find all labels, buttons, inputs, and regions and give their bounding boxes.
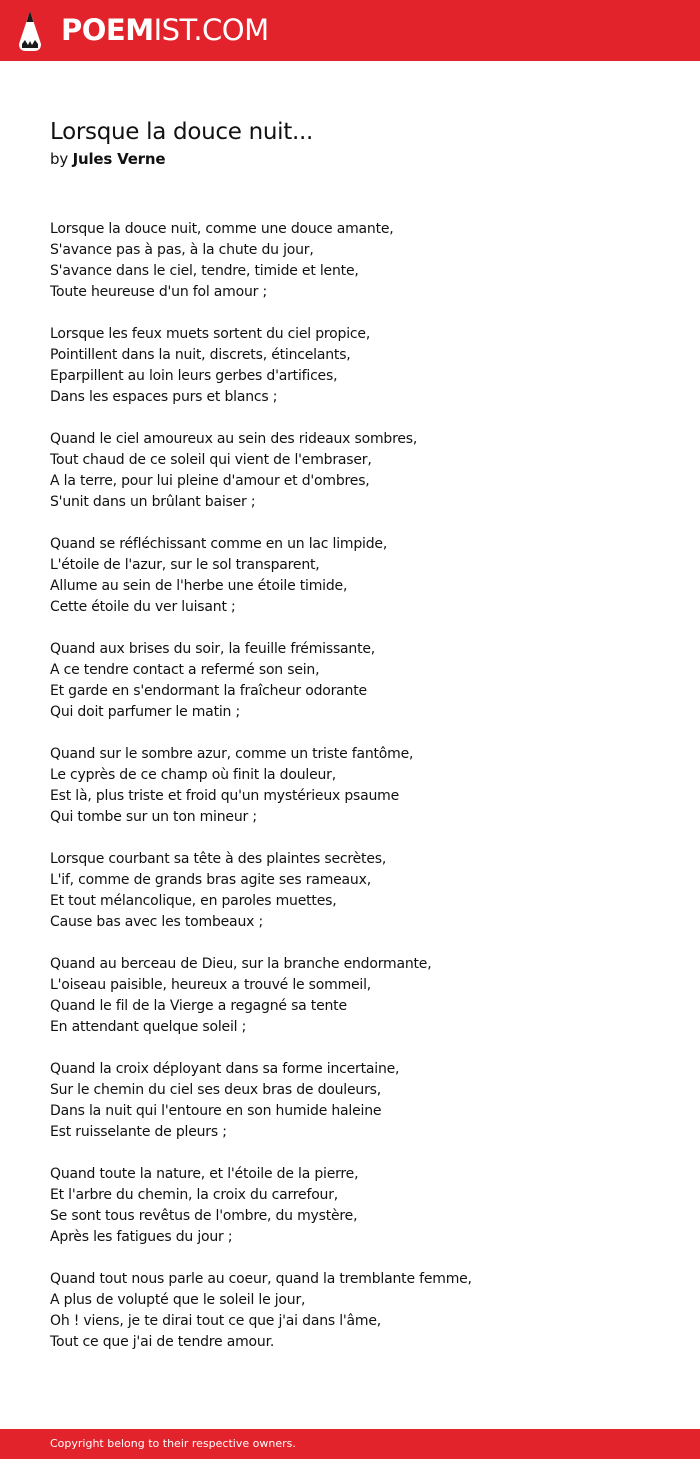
site-header [0,0,700,61]
poem-line: A ce tendre contact a refermé son sein, [50,662,320,678]
poem-line: L'étoile de l'azur, sur le sol transparent, [50,557,320,573]
poem-line: En attendant quelque soleil ; [50,1019,247,1035]
poem-line: Qui tombe sur un ton mineur ; [50,809,257,825]
poem-line: Est là, plus triste et froid qu'un mystérieux psaume [50,788,400,804]
poem-line: Cause bas avec les tombeaux ; [50,914,263,930]
site-footer [0,1429,700,1459]
poem-line: Et l'arbre du chemin, la croix du carrefour, [50,1187,339,1203]
poem-line: Quand au berceau de Dieu, sur la branche endormante, [50,956,432,972]
poem-line: Eparpillent au loin leurs gerbes d'artifices, [50,368,338,384]
poem-stanza [50,849,670,933]
poem-line: Après les fatigues du jour ; [50,1229,233,1245]
poem-stanza [50,1059,670,1143]
author-name: Jules Verne [72,150,166,168]
poem-line: Allume au sein de l'herbe une étoile timide, [50,578,348,594]
poem-line: A la terre, pour lui pleine d'amour et d'ombres, [50,473,370,489]
poem-stanza [50,744,670,828]
logo-light-text: IST.COM [153,13,269,47]
poem-line: Est ruisselante de pleurs ; [50,1124,227,1140]
poem-line: Tout chaud de ce soleil qui vient de l'embraser, [50,452,372,468]
poem-line: Lorsque courbant sa tête à des plaintes secrètes, [50,851,387,867]
poem-line: S'avance dans le ciel, tendre, timide et lente, [50,263,359,279]
poem-stanza [50,1269,670,1353]
poem-stanza [50,219,670,303]
logo-bold-text: POEM [61,13,154,47]
poem-line: Oh ! viens, je te dirai tout ce que j'ai dans l'âme, [50,1313,382,1329]
poem-line: Quand toute la nature, et l'étoile de la pierre, [50,1166,359,1182]
poem-line: Et tout mélancolique, en paroles muettes, [50,893,337,909]
poem-line: Tout ce que j'ai de tendre amour. [50,1334,275,1350]
poem-line: Quand le fil de la Vierge a regagné sa tente [50,998,347,1014]
copyright-text: Copyright belong to their respective owners. [50,1437,296,1450]
poem-title: Lorsque la douce nuit... [50,119,314,145]
poem-line: Quand la croix déployant dans sa forme incertaine, [50,1061,400,1077]
poem-stanza [50,954,670,1038]
poem-line: L'oiseau paisible, heureux a trouvé le sommeil, [50,977,372,993]
poem-line: Le cyprès de ce champ où finit la douleur, [50,767,336,783]
poem-line: Et garde en s'endormant la fraîcheur odorante [50,683,367,699]
pencil-tip-icon[interactable] [18,10,42,52]
poem-stanza [50,639,670,723]
poem-stanza [50,534,670,618]
poem-line: Pointillent dans la nuit, discrets, étincelants, [50,347,351,363]
poem-line: Sur le chemin du ciel ses deux bras de douleurs, [50,1082,381,1098]
poem-line: Quand aux brises du soir, la feuille frémissante, [50,641,376,657]
site-logo[interactable] [61,13,269,47]
poem-stanza [50,429,670,513]
poem-line: Toute heureuse d'un fol amour ; [50,284,267,300]
poem-line: L'if, comme de grands bras agite ses rameaux, [50,872,371,888]
poem-line: Dans la nuit qui l'entoure en son humide haleine [50,1103,382,1119]
poem-byline [50,149,165,169]
poem-line: Dans les espaces purs et blancs ; [50,389,278,405]
poem-line: Se sont tous revêtus de l'ombre, du mystère, [50,1208,358,1224]
poem-line: A plus de volupté que le soleil le jour, [50,1292,306,1308]
poem-stanza [50,1164,670,1248]
poem-line: Lorsque la douce nuit, comme une douce amante, [50,221,394,237]
poem-line: Qui doit parfumer le matin ; [50,704,240,720]
poem-line: S'unit dans un brûlant baiser ; [50,494,256,510]
poem-line: Cette étoile du ver luisant ; [50,599,236,615]
poem-line: Quand tout nous parle au coeur, quand la tremblante femme, [50,1271,472,1287]
poem-line: Lorsque les feux muets sortent du ciel propice, [50,326,371,342]
by-label: by [50,150,68,168]
poem-line: Quand le ciel amoureux au sein des rideaux sombres, [50,431,418,447]
poem-line: Quand se réfléchissant comme en un lac limpide, [50,536,388,552]
poem-stanza [50,324,670,408]
poem-line: S'avance pas à pas, à la chute du jour, [50,242,314,258]
poem-line: Quand sur le sombre azur, comme un triste fantôme, [50,746,414,762]
poem-body [50,219,670,1374]
